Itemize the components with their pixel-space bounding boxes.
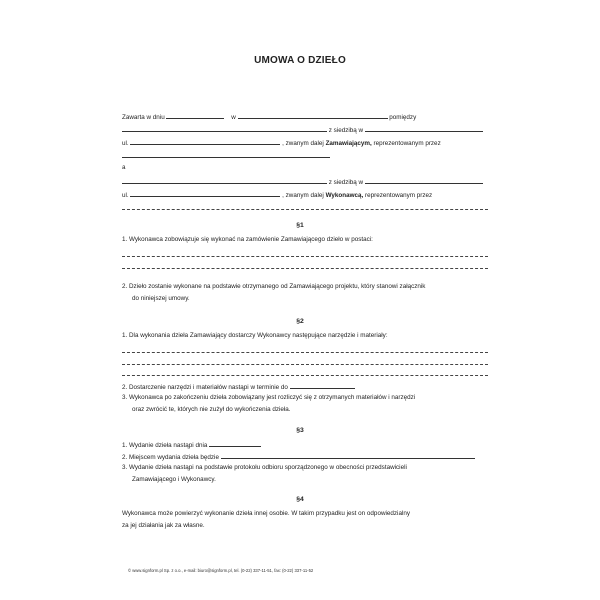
delivery-date-field[interactable] — [209, 440, 261, 447]
label-street-2: ul. — [122, 192, 129, 199]
place-field[interactable] — [238, 112, 388, 119]
section-2-heading: §2 — [296, 318, 304, 325]
document-title: UMOWA O DZIEŁO — [254, 55, 346, 66]
s1-point-1: 1. Wykonawca zobowiązuje się wykonać na zamówienie Zamawiającego dzieło w postaci: — [122, 236, 373, 243]
label-seat-2: z siedzibą w — [328, 179, 364, 186]
header-line-party2 — [122, 177, 490, 187]
header-line-date — [122, 112, 490, 122]
s2-materials-line-3[interactable] — [122, 375, 488, 376]
party2-representative-field[interactable] — [122, 209, 488, 210]
s3-point-2-text: 2. Miejscem wydania dzieła będzie — [122, 454, 219, 461]
s2-point-3b: oraz zwrócić te, których nie zużył do wykończenia dzieła. — [132, 406, 291, 413]
label-represented-2: reprezentowanym przez — [365, 192, 433, 199]
delivery-deadline-field[interactable] — [290, 382, 355, 389]
label-date: Zawarta w dniu — [122, 114, 165, 121]
delivery-place-field[interactable] — [221, 452, 475, 459]
s1-work-line-1[interactable] — [122, 256, 488, 257]
label-represented-1: reprezentowanym przez — [373, 140, 441, 147]
label-seat-1: z siedzibą w — [328, 127, 364, 134]
party1-street-field[interactable] — [130, 138, 280, 145]
header-line-and — [122, 164, 490, 172]
s2-point-2-text: 2. Dostarczenie narzędzi i materiałów nastąpi w terminie do — [122, 384, 288, 391]
label-contractor: Wykonawcą, — [325, 192, 364, 199]
party2-seat-field[interactable] — [365, 177, 483, 184]
label-between: pomiędzy — [389, 114, 417, 121]
s1-point-2a: 2. Dzieło zostanie wykonane na podstawie otrzymanego od Zamawiającego projektu, który stanowi załącznik — [122, 283, 426, 290]
label-called-2: , zwanym dalej — [282, 192, 324, 199]
party2-name-field[interactable] — [122, 177, 327, 184]
s2-materials-line-2[interactable] — [122, 364, 488, 365]
section-3-heading: §3 — [296, 427, 304, 434]
header-line-party1-address — [122, 138, 490, 148]
s3-point-1-text: 1. Wydanie dzieła nastąpi dnia — [122, 442, 208, 449]
label-and: a — [122, 164, 126, 171]
s1-point-2b: do niniejszej umowy. — [132, 295, 190, 302]
label-ordering-party: Zamawiającym, — [325, 140, 372, 147]
section-4-heading: §4 — [296, 496, 304, 503]
header-line-rep1 — [122, 151, 490, 161]
label-place: w — [231, 114, 236, 121]
s1-work-line-2[interactable] — [122, 268, 488, 269]
label-street-1: ul. — [122, 140, 129, 147]
s3-point-3a: 3. Wydanie dzieła nastąpi na podstawie protokołu odbioru sporządzonego w obecności przedstawicieli — [122, 464, 407, 471]
party1-seat-field[interactable] — [365, 125, 483, 132]
s2-materials-line-1[interactable] — [122, 352, 488, 353]
s3-point-2 — [122, 452, 490, 462]
s4-text-a: Wykonawca może powierzyć wykonanie dzieła innej osobie. W takim przypadku jest on odpowiedzialny — [122, 510, 410, 517]
s2-point-1: 1. Dla wykonania dzieła Zamawiający dostarczy Wykonawcy następujące narzędzie i materiały: — [122, 332, 388, 339]
header-line-party1 — [122, 125, 490, 135]
party2-street-field[interactable] — [130, 190, 280, 197]
header-line-party2-address — [122, 190, 490, 200]
section-1-heading: §1 — [296, 222, 304, 229]
s3-point-3b: Zamawiającego i Wykonawcy. — [132, 476, 216, 483]
footer-contact: © www.signform.pl Sp. z o.o., e-mail: biuro@signform.pl, tel. (0-22) 337-11-51, fax: (0-22) 337-11-52 — [128, 568, 314, 573]
label-called-1: , zwanym dalej — [282, 140, 324, 147]
s2-point-3a: 3. Wykonawca po zakończeniu dzieła zobowiązany jest rozliczyć się z otrzymanych materiałów i narzędzi — [122, 394, 416, 401]
s3-point-1 — [122, 440, 490, 450]
date-field[interactable] — [166, 112, 224, 119]
party1-name-field[interactable] — [122, 125, 327, 132]
party1-representative-field[interactable] — [122, 151, 330, 158]
s2-point-2 — [122, 382, 490, 392]
s4-text-b: za jej działania jak za własne. — [122, 522, 205, 529]
